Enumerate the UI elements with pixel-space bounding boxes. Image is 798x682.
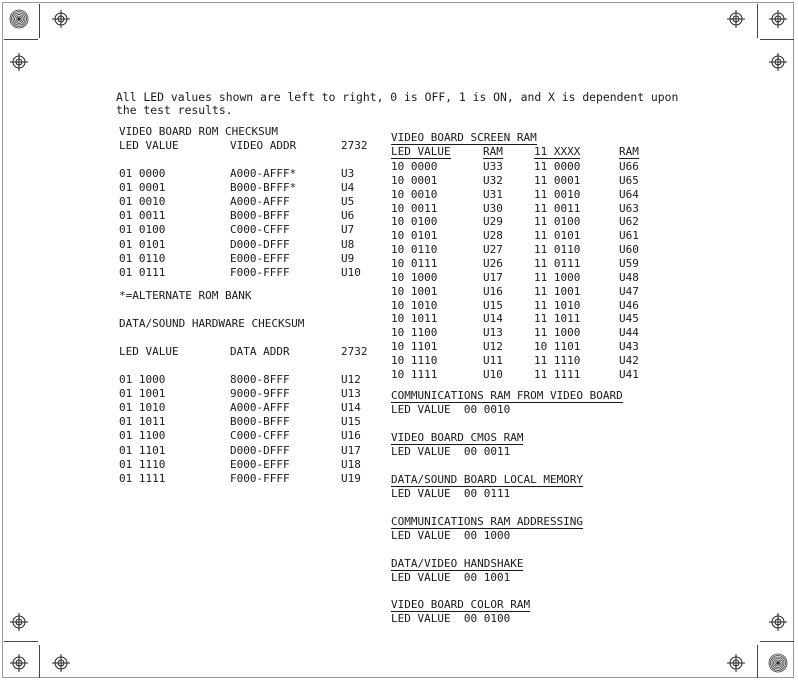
screen-ram-cell: 10 0111 <box>391 256 438 270</box>
screen-ram-cell: 10 0001 <box>391 173 438 187</box>
ds-header-chip: 2732 <box>341 345 368 358</box>
crosshair-target-icon <box>51 9 71 29</box>
rom-cell: U7 <box>341 223 355 237</box>
screen-ram-cell: 11 1000 <box>534 270 581 284</box>
screen-ram-cell: U46 <box>619 298 639 312</box>
screen-ram-cell: 10 1011 <box>391 312 438 326</box>
ds-cell: 01 1011 <box>119 415 166 429</box>
rom-cell: 01 0010 <box>119 195 166 209</box>
sr-header-led: LED VALUE <box>391 145 451 158</box>
screen-ram-cell: 11 0111 <box>534 256 581 270</box>
crosshair-target-icon <box>726 653 746 673</box>
section-title: VIDEO BOARD COLOR RAM <box>391 598 531 611</box>
screen-ram-cell: 11 1110 <box>534 353 581 367</box>
screen-ram-cell: 10 1111 <box>391 367 438 381</box>
screen-ram-cell: U44 <box>619 326 639 340</box>
screen-ram-cell: 10 1100 <box>391 326 438 340</box>
registration-target-icon <box>9 9 29 29</box>
screen-ram-cell: 11 0011 <box>534 201 581 215</box>
crop-line <box>757 645 758 678</box>
rom-cell: 01 0110 <box>119 251 166 265</box>
screen-ram-cell: U29 <box>483 215 503 229</box>
sr-header-ram: RAM <box>483 145 503 158</box>
ds-cell: 01 1100 <box>119 429 166 443</box>
crosshair-target-icon <box>768 612 788 632</box>
crop-line <box>39 4 40 38</box>
screen-ram-cell: U43 <box>619 340 639 354</box>
screen-ram-cell: U32 <box>483 173 503 187</box>
section-title: COMMUNICATIONS RAM FROM VIDEO BOARD <box>391 389 623 402</box>
ds-cell: B000-BFFF <box>230 415 290 429</box>
screen-ram-cell: 11 1010 <box>534 298 581 312</box>
crosshair-target-icon <box>9 52 29 72</box>
rom-cell: U8 <box>341 237 355 251</box>
rom-cell: 01 0101 <box>119 237 166 251</box>
screen-ram-cell: U28 <box>483 229 503 243</box>
screen-ram-cell: 10 1101 <box>391 340 438 354</box>
ds-cell: E000-EFFF <box>230 457 290 471</box>
rom-cell: U5 <box>341 195 355 209</box>
screen-ram-cell: 11 1011 <box>534 312 581 326</box>
rom-cell: D000-DFFF <box>230 237 290 251</box>
screen-ram-cell: U26 <box>483 256 503 270</box>
screen-ram-cell: U60 <box>619 243 639 257</box>
intro-line-2: the test results. <box>116 103 233 117</box>
screen-ram-cell: 10 0000 <box>391 160 438 173</box>
screen-ram-cell: U30 <box>483 201 503 215</box>
rom-cell: 01 0001 <box>119 181 166 195</box>
screen-ram-cell: 11 0000 <box>534 160 581 173</box>
screen-ram-cell: U12 <box>483 340 503 354</box>
rom-note: *=ALTERNATE ROM BANK <box>119 289 252 302</box>
screen-ram-cell: 11 0110 <box>534 243 581 257</box>
rom-cell: B000-BFFF <box>230 209 290 223</box>
screen-ram-cell: 10 0101 <box>391 229 438 243</box>
screen-ram-cell: U48 <box>619 270 639 284</box>
screen-ram-cell: 10 1000 <box>391 270 438 284</box>
rom-cell: U10 <box>341 265 361 279</box>
screen-ram-cell: 11 0001 <box>534 173 581 187</box>
ds-header-addr: DATA ADDR <box>230 345 290 358</box>
rom-cell: U9 <box>341 251 355 265</box>
section-led-value: LED VALUE 00 0011 <box>391 445 511 458</box>
rom-cell: A000-AFFF <box>230 195 290 209</box>
section-led-value: LED VALUE 00 0100 <box>391 612 511 625</box>
rom-cell: U3 <box>341 167 355 180</box>
screen-ram-cell: U13 <box>483 326 503 340</box>
screen-ram-cell: 10 0110 <box>391 243 438 257</box>
screen-ram-cell: 11 1001 <box>534 284 581 298</box>
section-led-value: LED VALUE 00 1001 <box>391 571 511 584</box>
screen-ram-cell: U64 <box>619 187 639 201</box>
screen-ram-cell: 10 1110 <box>391 353 438 367</box>
crosshair-target-icon <box>768 52 788 72</box>
rom-header-led: LED VALUE <box>119 139 179 152</box>
screen-ram-cell: U17 <box>483 270 503 284</box>
rom-cell: U6 <box>341 209 355 223</box>
ds-cell: 01 1001 <box>119 387 166 401</box>
screen-ram-cell: 11 0101 <box>534 229 581 243</box>
crop-line <box>757 4 758 38</box>
ds-cell: U12 <box>341 373 361 386</box>
data-sound-title: DATA/SOUND HARDWARE CHECKSUM <box>119 317 305 330</box>
section-led-value: LED VALUE 00 0010 <box>391 403 511 416</box>
rom-cell: C000-CFFF <box>230 223 290 237</box>
rom-cell: 01 0100 <box>119 223 166 237</box>
screen-ram-cell: 10 0010 <box>391 187 438 201</box>
rom-cell: A000-AFFF* <box>230 167 297 180</box>
screen-ram-cell: U16 <box>483 284 503 298</box>
ds-cell: 01 1110 <box>119 457 166 471</box>
rom-cell: 01 0011 <box>119 209 166 223</box>
crosshair-target-icon <box>726 9 746 29</box>
ds-cell: A000-AFFF <box>230 401 290 415</box>
screen-ram-cell: 10 1010 <box>391 298 438 312</box>
sr-header-ram2: RAM <box>619 145 639 158</box>
ds-cell: U15 <box>341 415 361 429</box>
screen-ram-cell: 10 0100 <box>391 215 438 229</box>
ds-cell: 8000-8FFF <box>230 373 290 386</box>
rom-cell: E000-EFFF <box>230 251 290 265</box>
rom-checksum-title: VIDEO BOARD ROM CHECKSUM <box>119 125 278 138</box>
screen-ram-cell: U27 <box>483 243 503 257</box>
sr-header-alt: 11 XXXX <box>534 145 581 158</box>
screen-ram-cell: U42 <box>619 353 639 367</box>
rom-header-addr: VIDEO ADDR <box>230 139 297 152</box>
screen-ram-cell: U63 <box>619 201 639 215</box>
screen-ram-cell: U65 <box>619 173 639 187</box>
section-title: DATA/SOUND BOARD LOCAL MEMORY <box>391 473 584 486</box>
screen-ram-cell: U41 <box>619 367 639 381</box>
ds-cell: U17 <box>341 443 361 457</box>
ds-cell: 9000-9FFF <box>230 387 290 401</box>
rom-cell: F000-FFFF <box>230 265 290 279</box>
section-title: DATA/VIDEO HANDSHAKE <box>391 557 524 570</box>
ds-cell: 01 1101 <box>119 443 166 457</box>
section-title: COMMUNICATIONS RAM ADDRESSING <box>391 515 584 528</box>
ds-cell: F000-FFFF <box>230 471 290 485</box>
ds-header-led: LED VALUE <box>119 345 179 358</box>
intro-line-1: All LED values shown are left to right, 0 is OFF, 1 is ON, and X is dependent upon <box>116 90 679 104</box>
ds-cell: U19 <box>341 471 361 485</box>
screen-ram-cell: U31 <box>483 187 503 201</box>
screen-ram-cell: U15 <box>483 298 503 312</box>
section-title: VIDEO BOARD CMOS RAM <box>391 431 524 444</box>
ds-cell: D000-DFFF <box>230 443 290 457</box>
section-led-value: LED VALUE 00 1000 <box>391 529 511 542</box>
rom-cell: 01 0111 <box>119 265 166 279</box>
screen-ram-cell: 10 1001 <box>391 284 438 298</box>
screen-ram-cell: 11 0100 <box>534 215 581 229</box>
crop-line <box>4 641 38 642</box>
crop-line <box>760 641 794 642</box>
ds-cell: 01 1010 <box>119 401 166 415</box>
crosshair-target-icon <box>51 653 71 673</box>
registration-target-icon <box>768 653 788 673</box>
screen-ram-cell: 11 1000 <box>534 326 581 340</box>
screen-ram-cell: U10 <box>483 367 503 381</box>
ds-cell: U18 <box>341 457 361 471</box>
screen-ram-cell: 11 0010 <box>534 187 581 201</box>
screen-ram-cell: U14 <box>483 312 503 326</box>
section-led-value: LED VALUE 00 0111 <box>391 487 511 500</box>
screen-ram-cell: 10 0011 <box>391 201 438 215</box>
ds-cell: 01 1111 <box>119 471 166 485</box>
screen-ram-cell: U45 <box>619 312 639 326</box>
screen-ram-cell: 10 1101 <box>534 340 581 354</box>
screen-ram-cell: 11 1111 <box>534 367 581 381</box>
screen-ram-cell: U66 <box>619 160 639 173</box>
crosshair-target-icon <box>768 9 788 29</box>
screen-ram-cell: U33 <box>483 160 503 173</box>
crosshair-target-icon <box>9 612 29 632</box>
rom-cell: B000-BFFF* <box>230 181 297 195</box>
rom-cell: U4 <box>341 181 355 195</box>
crosshair-target-icon <box>9 653 29 673</box>
screen-ram-cell: U62 <box>619 215 639 229</box>
screen-ram-cell: U61 <box>619 229 639 243</box>
rom-cell: 01 0000 <box>119 167 166 180</box>
screen-ram-cell: U47 <box>619 284 639 298</box>
crop-line <box>760 39 794 40</box>
rom-header-chip: 2732 <box>341 139 368 152</box>
ds-cell: C000-CFFF <box>230 429 290 443</box>
ds-cell: 01 1000 <box>119 373 166 386</box>
screen-ram-cell: U59 <box>619 256 639 270</box>
ds-cell: U13 <box>341 387 361 401</box>
screen-ram-cell: U11 <box>483 353 503 367</box>
ds-cell: U14 <box>341 401 361 415</box>
ds-cell: U16 <box>341 429 361 443</box>
crop-line <box>39 645 40 678</box>
screen-ram-title: VIDEO BOARD SCREEN RAM <box>391 131 537 144</box>
crop-line <box>4 39 38 40</box>
